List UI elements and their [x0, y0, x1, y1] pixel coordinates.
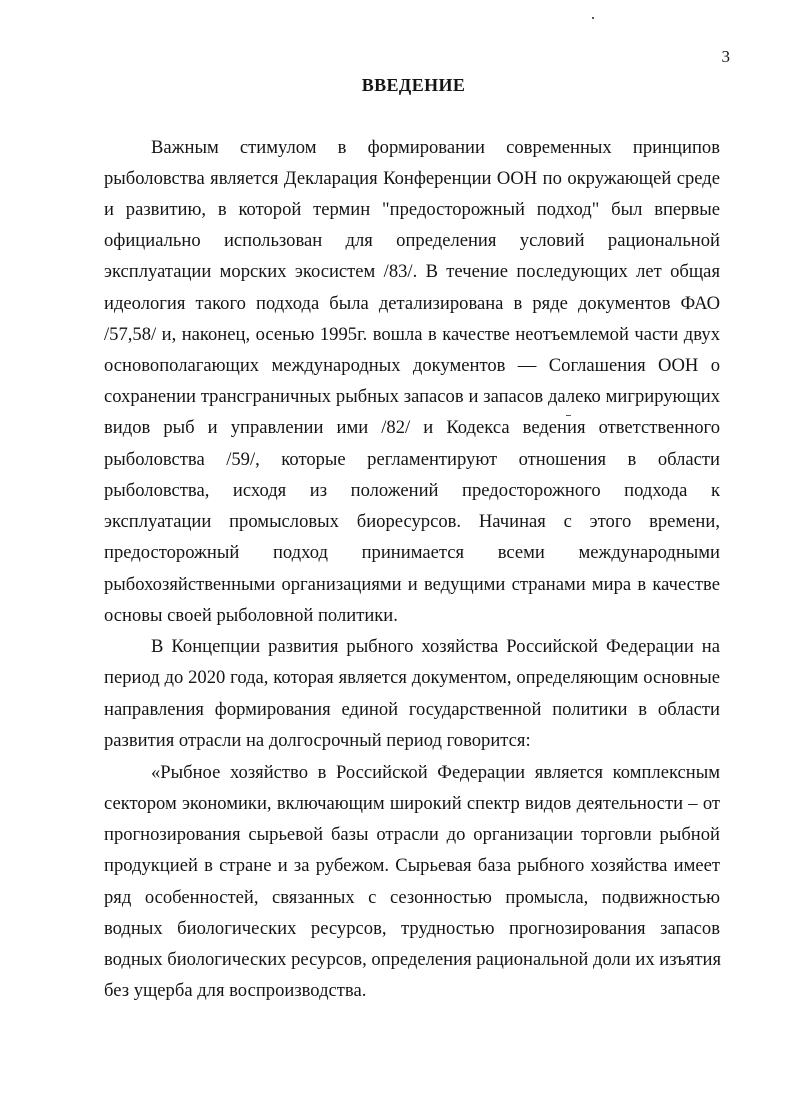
- text-line: рыболовства является Декларация Конференции ООН по окружающей среде: [104, 168, 720, 189]
- text-line: водных биологических ресурсов, трудностью прогнозирования запасов: [104, 918, 720, 939]
- text-line: прогнозирования сырьевой базы отрасли до организации торговли рыбной: [104, 824, 720, 845]
- page-number: 3: [721, 47, 730, 66]
- text-line: рыболовства, исходя из положений предосторожного подхода к: [104, 480, 720, 501]
- text-line: период до 2020 года, которая является документом, определяющим основные: [104, 667, 720, 688]
- text-line: видов рыб и управлении ими /82/ и Кодекса ведения ответственного: [104, 417, 720, 438]
- page-title: ВВЕДЕНИЕ: [361, 75, 466, 95]
- text-line: предосторожный подход принимается всеми международными: [104, 542, 720, 563]
- text-line: В Концепции развития рыбного хозяйства Российской Федерации на: [151, 636, 720, 657]
- text-line: официально использован для определения условий рациональной: [104, 230, 720, 251]
- text-line: /57,58/ и, наконец, осенью 1995г. вошла в качестве неотъемлемой части двух: [104, 324, 720, 345]
- text-line: развития отрасли на долгосрочный период говорится:: [104, 730, 531, 751]
- text-line: эксплуатации промысловых биоресурсов. Начиная с этого времени,: [104, 511, 720, 532]
- text-line: продукцией в стране и за рубежом. Сырьевая база рыбного хозяйства имеет: [104, 855, 720, 876]
- text-line: сектором экономики, включающим широкий спектр видов деятельности – от: [104, 793, 720, 814]
- text-line: «Рыбное хозяйство в Российской Федерации является комплексным: [151, 762, 720, 783]
- text-line: водных биологических ресурсов, определения рациональной доли их изъятия: [104, 949, 722, 970]
- text-line: эксплуатации морских экосистем /83/. В течение последующих лет общая: [104, 261, 720, 282]
- text-line: без ущерба для воспроизводства.: [104, 980, 367, 1001]
- text-line: основы своей рыболовной политики.: [104, 605, 398, 626]
- text-line: и развитию, в которой термин "предосторожный подход" был впервые: [104, 199, 720, 220]
- text-line: идеология такого подхода была детализирована в ряде документов ФАО: [104, 293, 720, 314]
- text-line: рыболовства /59/, которые регламентируют отношения в области: [104, 449, 720, 470]
- text-line: Важным стимулом в формировании современных принципов: [151, 137, 720, 158]
- text-line: ряд особенностей, связанных с сезонностью промысла, подвижностью: [104, 887, 720, 908]
- text-line: рыбохозяйственными организациями и ведущими странами мира в качестве: [104, 574, 720, 595]
- text-line: направления формирования единой государственной политики в области: [104, 699, 720, 720]
- text-line: сохранении трансграничных рыбных запасов и запасов далеко мигрирующих: [104, 386, 720, 407]
- text-line: основополагающих международных документов — Соглашения ООН о: [104, 355, 720, 376]
